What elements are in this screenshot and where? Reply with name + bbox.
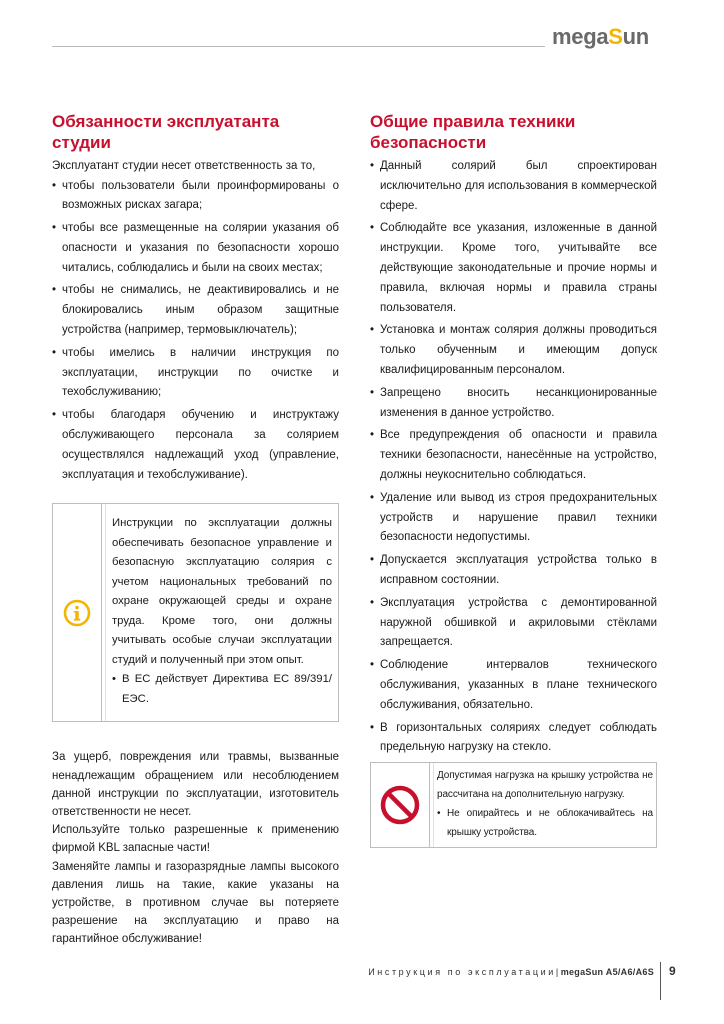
list-item: • чтобы пользователи были проинформированы о возможных рисках загара; bbox=[52, 177, 339, 217]
footer-rule bbox=[660, 962, 661, 1000]
list-item: • Установка и монтаж солярия должны проводиться только обученным и имеющим допуск квалифицированным персоналом. bbox=[370, 321, 657, 380]
footer-label: Инструкция по эксплуатации bbox=[368, 967, 556, 977]
warning-text: Допустимая нагрузка на крышку устройства не рассчитана на дополнительную нагрузку. bbox=[437, 770, 653, 801]
list-item: • чтобы имелись в наличии инструкция по эксплуатации, инструкции по очистке и техобслуживанию; bbox=[52, 344, 339, 403]
footer-separator: | bbox=[555, 967, 559, 977]
info-icon bbox=[63, 599, 91, 627]
page-footer bbox=[368, 967, 654, 977]
list-item: • Все предупреждения об опасности и правила техники безопасности, нанесённые на устройство, должны неукоснительно соблюдаться. bbox=[370, 426, 657, 485]
paragraph: Заменяйте лампы и газоразрядные лампы высокого давления лишь на такие, какие указаны на устройстве, в противном случае вы потеряете разрешение на эксплуатацию и право на гарантийное обслуживание! bbox=[52, 860, 339, 946]
list-item: • Соблюдайте все указания, изложенные в данной инструкции. Кроме того, учитывайте все действующие законодательные и прочие нормы и правила, включая нормы и правила страны пользователя. bbox=[370, 219, 657, 318]
list-item: • В горизонтальных соляриях следует соблюдать предельную нагрузку на стекло. bbox=[370, 719, 657, 759]
list-item: • чтобы все размещенные на солярии указания об опасности и указания по безопасности хорошо читались, соблюдались и были на своих местах; bbox=[52, 219, 339, 278]
prohibition-notice-box bbox=[370, 762, 657, 848]
right-section-title: Общие правила техники безопасности bbox=[370, 112, 576, 152]
list-item: • Эксплуатация устройства с демонтированной наружной обшивкой и акриловыми стёклами запрещается. bbox=[370, 594, 657, 653]
right-column bbox=[370, 111, 657, 848]
megasun-logo: megaSun bbox=[552, 24, 649, 49]
warning-bullet: • Не опирайтесь и не облокачивайтесь на крышку устройства. bbox=[437, 804, 653, 842]
notice-text: Инструкции по эксплуатации должны обеспечивать безопасное управление и безопасную эксплуатацию солярия с учетом национальных требований по охране окружающей среды и охране труда. Кроме того, они должны учитывать особые случаи эксплуатации студий и полученный при этом опыт. bbox=[112, 517, 332, 666]
list-item: • Удаление или вывод из строя предохранительных устройств и нарушение правил техники безопасности недопустимы. bbox=[370, 489, 657, 548]
info-notice-box bbox=[52, 503, 339, 722]
paragraph: За ущерб, повреждения или травмы, вызванные ненадлежащим обращением или несоблюдением данной инструкции по эксплуатации, изготовитель ответственности не несет. bbox=[52, 751, 339, 819]
list-item: • чтобы благодаря обучению и инструктажу обслуживающего персонала за солярием осуществлялся надлежащий уход (управление, эксплуатация и техобслуживание). bbox=[52, 406, 339, 485]
list-item: • Данный солярий был спроектирован исключительно для использования в коммерческой сфере. bbox=[370, 157, 657, 216]
operator-duties-list bbox=[52, 177, 339, 486]
safety-rules-list bbox=[370, 157, 657, 758]
left-intro: Эксплуатант студии несет ответственность за то, bbox=[52, 160, 316, 172]
list-item: • чтобы не снимались, не деактивировались и не блокировались иным образом защитные устройства (например, термовыключатель); bbox=[52, 281, 339, 340]
footer-model: megaSun A5/A6/A6S bbox=[560, 967, 654, 977]
left-section-title: Обязанности эксплуатанта студии bbox=[52, 112, 280, 152]
header-rule bbox=[52, 46, 545, 47]
paragraph: Используйте только разрешенные к применению фирмой KBL запасные части! bbox=[52, 824, 339, 855]
left-column bbox=[52, 111, 339, 949]
list-item: • Запрещено вносить несанкционированные изменения в данное устройство. bbox=[370, 384, 657, 424]
notice-bullet: • В ЕС действует Директива ЕС 89/391/ЕЭС. bbox=[112, 670, 332, 709]
list-item: • Соблюдение интервалов технического обслуживания, указанных в плане технического обслуживания, обязательно. bbox=[370, 656, 657, 715]
list-item: • Допускается эксплуатация устройства только в исправном состоянии. bbox=[370, 551, 657, 591]
page-number: 9 bbox=[669, 964, 676, 978]
prohibition-icon bbox=[380, 785, 420, 825]
liability-notes bbox=[52, 748, 339, 948]
